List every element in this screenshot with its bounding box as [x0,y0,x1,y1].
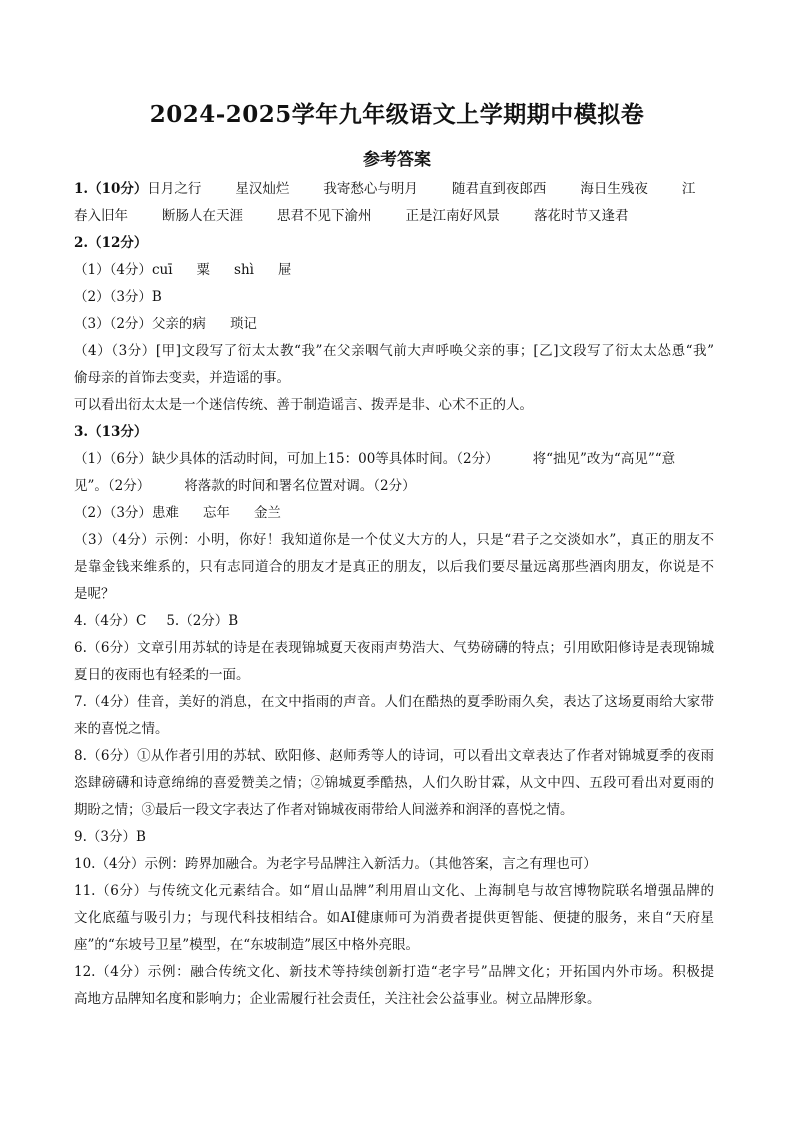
q3-part1-line2b: 将落款的时间和署名位置对调。（2分） [184,478,416,494]
q10-answer: 10.（4分）示例：跨界加融合。为老字号品牌注入新活力。（其他答案，言之有理也可） [74,856,597,872]
q7-line1: 7.（4分）佳音，美好的消息，在文中指雨的声音。人们在酷热的夏季盼雨久矣，表达了这场夏雨给大家带 [74,694,714,710]
q2-part4-line1: （4）（3分）[甲]文段写了衍太太教“我”在父亲咽气前大声呼唤父亲的事；[乙]文段写了衍太太怂恿“我” [74,343,714,359]
q1-answer-2: 星汉灿烂 [235,181,290,197]
q2-part1-label: （1）（4分） [74,262,152,278]
q2-part3-item-1: 父亲的病 [151,316,206,332]
q3-part1-line1a: （1）（6分）缺少具体的活动时间，可加上15：00等具体时间。（2分） [74,451,499,467]
q2-head: 2.（12分） [74,235,148,251]
q2-part1-item-4: 屉 [277,262,292,278]
q2-part3-item-2: 琐记 [229,316,257,332]
q8-line2: 恣肆磅礴和诗意绵绵的喜爱赞美之情；②锦城夏季酷热，人们久盼甘霖，从文中四、五段可看出对夏雨的 [74,775,714,791]
q6-line2: 夏日的夜雨也有轻柔的一面。 [74,667,250,683]
q3-part2-item-1: 患难 [151,505,179,521]
q8-line1: 8.（6分）①从作者引用的苏轼、欧阳修、赵师秀等人的诗词，可以看出文章表达了作者对锦城夏季的夜雨 [74,748,714,764]
q2-part4-line3: 可以看出衍太太是一个迷信传统、善于制造谣言、拨弄是非、心术不正的人。 [74,397,533,413]
q2-part4-line2: 偷母亲的首饰去变卖，并造谣的事。 [74,370,290,386]
q5-answer: 5.（2分）B [166,613,239,629]
q4-q5-line [74,608,714,635]
q4-answer: 4.（4分）C [74,613,147,629]
q3-part2 [74,500,714,527]
q3-part3-line2: 是靠金钱来维系的，只有志同道合的朋友才是真正的朋友，以后我们要尽量远离那些酒肉朋友，你说是不 [74,559,714,575]
q1-answer-4: 随君直到夜郎西 [451,181,547,197]
q1-answer-5: 海日生残夜 [580,181,648,197]
q1-answer-1: 日月之行 [147,181,202,197]
q1-line2 [74,203,714,230]
q1-answer-3: 我寄愁心与明月 [323,181,418,197]
q2-part1-item-2: 粟 [196,262,211,278]
q1-answer-8: 断肠人在天涯 [162,208,243,224]
q3-part2-label: （2）（3分） [74,505,152,521]
q11-line2: 文化底蕴与吸引力；与现代科技相结合。如AI健康师可为消费者提供更智能、便捷的服务，来自“天府星 [74,910,714,926]
q1-answer-10: 正是江南好风景 [405,208,500,224]
q7-line2: 来的喜悦之情。 [74,721,169,737]
q3-part3-line1: （3）（4分）示例：小明，你好！我知道你是一个仗义大方的人，只是“君子之交淡如水”，真正的朋友不 [74,532,714,548]
q1-line1 [74,176,714,203]
q6-line1: 6.（6分）文章引用苏轼的诗是在表现锦城夏天夜雨声势浩大、气势磅礴的特点；引用欧阳修诗是表现锦城 [74,640,714,656]
q12-line2: 高地方品牌知名度和影响力；企业需履行社会责任，关注社会公益事业。树立品牌形象。 [74,991,601,1007]
q2-part1 [74,257,714,284]
q9-answer: 9.（3分）B [74,829,146,845]
q8-line3: 期盼之情；③最后一段文字表达了作者对锦城夜雨带给人间滋养和润泽的喜悦之情。 [74,802,574,818]
q1-answer-9: 思君不见下渝州 [277,208,372,224]
q2-part3 [74,311,714,338]
q3-part1-line2a: 见”。（2分） [74,478,151,494]
q2-part2: （2）（3分）B [74,289,162,305]
q11-line1: 11.（6分）与传统文化元素结合。如“眉山品牌”利用眉山文化、上海制皂与故宫博物院联名增强品牌的 [74,883,714,899]
page-title: 2024-2025学年九年级语文上学期期中模拟卷 [149,101,645,128]
q3-part1-line1 [74,446,714,473]
q2-part1-item-1: cuī [151,262,173,278]
q2-part3-label: （3）（2分） [74,316,152,332]
q3-head: 3.（13分） [74,424,148,440]
q1-answer-6: 江 [681,181,696,197]
q3-part2-item-2: 忘年 [202,505,230,521]
q1-head: 1.（10分） [74,181,148,197]
q3-part2-item-3: 金兰 [253,505,281,521]
q3-part1-line2 [74,473,714,500]
q2-part1-item-3: shì [234,262,254,278]
q3-part1-line1b: 将“拙见”改为“高见”“意 [532,451,676,467]
q3-part3-line3: 是呢？ [74,586,115,602]
q1-answer-7: 春入旧年 [74,208,128,224]
q1-answer-11: 落花时节又逢君 [534,208,629,224]
page-subtitle: 参考答案 [363,150,431,170]
answer-body [74,176,714,1013]
q11-line3: 座”的“东坡号卫星”模型，在“东坡制造”展区中格外亮眼。 [74,937,420,953]
q12-line1: 12.（4分）示例：融合传统文化、新技术等持续创新打造“老字号”品牌文化；开拓国内外市场。积极提 [74,964,714,980]
